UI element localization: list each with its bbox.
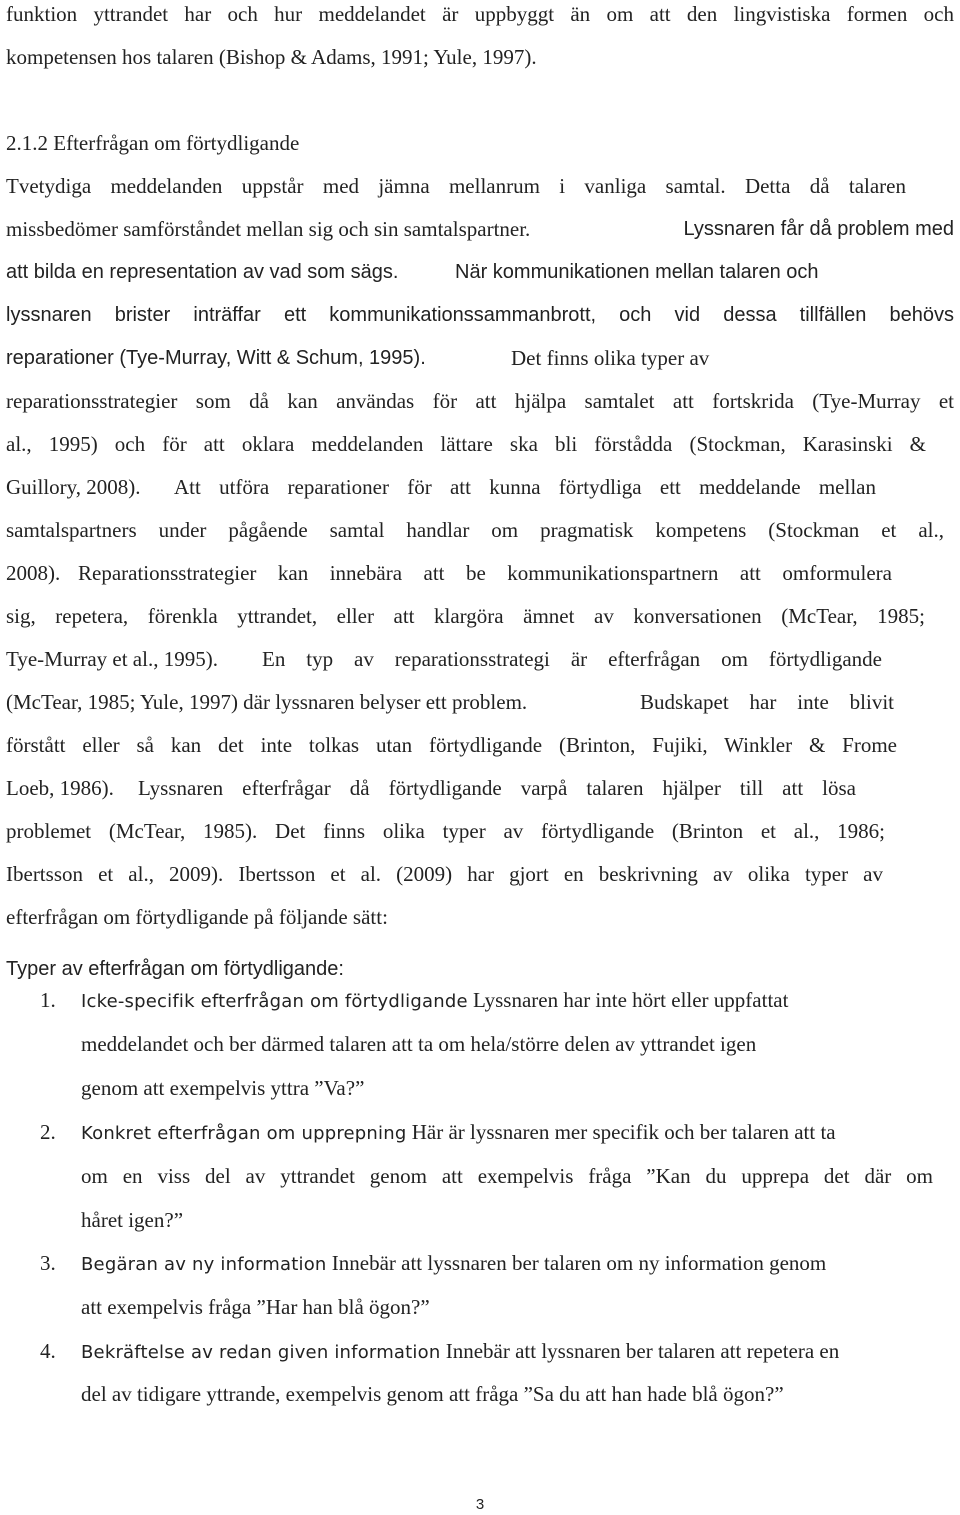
list-heading: Typer av efterfrågan om förtydligande: bbox=[6, 958, 344, 980]
body-line-continuation: Att utföra reparationer för att kunna förtydliga ett meddelande mellan bbox=[174, 475, 876, 499]
body-line: al., 1995) och för att oklara meddelanden lättare ska bli förstådda (Stockman, Karasinski & bbox=[6, 432, 926, 456]
body-line-continuation: Lyssnaren efterfrågar då förtydligande varpå talaren hjälper till att lösa bbox=[138, 776, 856, 800]
list-item-line bbox=[81, 1253, 826, 1274]
list-item-term: Bekräftelse av redan given information bbox=[81, 1342, 441, 1363]
list-item-number: 4. bbox=[40, 1339, 56, 1363]
body-line: samtalspartners under pågående samtal handlar om pragmatisk kompetens (Stockman et al., bbox=[6, 518, 944, 542]
list-item-line bbox=[81, 1122, 836, 1143]
body-sentence: Lyssnaren får då problem med bbox=[683, 218, 954, 240]
body-line-continuation: En typ av reparationsstrategi är efterfrågan om förtydligande bbox=[262, 647, 882, 671]
list-item-line bbox=[81, 1341, 839, 1362]
body-line: Guillory, 2008). bbox=[6, 475, 141, 499]
body-line: (McTear, 1985; Yule, 1997) där lyssnaren belyser ett problem. bbox=[6, 690, 528, 714]
list-item-line: om en viss del av yttrandet genom att exempelvis fråga ”Kan du upprepa det där om bbox=[81, 1164, 933, 1188]
list-item-term: Icke-specifik efterfrågan om förtydligande bbox=[81, 991, 468, 1012]
list-item-line: att exempelvis fråga ”Har han blå ögon?” bbox=[81, 1295, 430, 1319]
list-item-number: 2. bbox=[40, 1120, 56, 1144]
intro-line-2: kompetensen hos talaren (Bishop & Adams, 1991; Yule, 1997). bbox=[6, 45, 537, 69]
body-line-continuation: Det finns olika typer av bbox=[511, 346, 710, 370]
body-line: Ibertsson et al., 2009). Ibertsson et al. (2009) har gjort en beskrivning av olika typer av bbox=[6, 862, 883, 886]
body-line bbox=[6, 219, 954, 240]
body-line: 2008). bbox=[6, 561, 61, 585]
list-item-number: 3. bbox=[40, 1251, 56, 1275]
body-line: problemet (McTear, 1985). Det finns olika typer av förtydligande (Brinton et al., 1986; bbox=[6, 819, 885, 843]
body-line-continuation: När kommunikationen mellan talaren och bbox=[455, 261, 819, 283]
list-item-text: Innebär att lyssnaren ber talaren om ny information genom bbox=[331, 1251, 827, 1275]
body-line: reparationer (Tye-Murray, Witt & Schum, 1995). bbox=[6, 347, 426, 369]
page-number: 3 bbox=[475, 1496, 485, 1513]
intro-line-1: funktion yttrandet har och hur meddelandet är uppbyggt än om att den lingvistiska formen och bbox=[6, 2, 954, 26]
list-item-term: Begäran av ny information bbox=[81, 1254, 327, 1275]
body-line-continuation: Reparationsstrategier kan innebära att be kommunikationspartnern att omformulera bbox=[78, 561, 892, 585]
body-line: Tvetydiga meddelanden uppstår med jämna mellanrum i vanliga samtal. Detta då talaren bbox=[6, 174, 906, 198]
body-line: att bilda en representation av vad som sägs. bbox=[6, 261, 399, 283]
body-sentence: missbedömer samförståndet mellan sig och sin samtalspartner. bbox=[6, 217, 531, 241]
section-heading: 2.1.2 Efterfrågan om förtydligande bbox=[6, 131, 300, 155]
list-item-text: Innebär att lyssnaren ber talaren att repetera en bbox=[445, 1339, 840, 1363]
list-item-text: Här är lyssnaren mer specifik och ber talaren att ta bbox=[411, 1120, 836, 1144]
list-item-line bbox=[81, 990, 895, 1011]
body-line: Tye-Murray et al., 1995). bbox=[6, 647, 218, 671]
body-line-continuation: Budskapet har inte blivit bbox=[640, 690, 894, 714]
body-line: sig, repetera, förenkla yttrandet, eller att klargöra ämnet av konversationen (McTear, 1985; bbox=[6, 604, 925, 628]
body-line: förstått eller så kan det inte tolkas utan förtydligande (Brinton, Fujiki, Winkler & Frome bbox=[6, 733, 897, 757]
list-item-number: 1. bbox=[40, 988, 56, 1012]
list-item-line: genom att exempelvis yttra ”Va?” bbox=[81, 1076, 365, 1100]
body-line: efterfrågan om förtydligande på följande sätt: bbox=[6, 905, 388, 929]
list-item-line: meddelandet och ber därmed talaren att ta om hela/större delen av yttrandet igen bbox=[81, 1032, 757, 1056]
list-item-term: Konkret efterfrågan om upprepning bbox=[81, 1123, 407, 1144]
body-line: Loeb, 1986). bbox=[6, 776, 114, 800]
list-item-line: håret igen?” bbox=[81, 1208, 184, 1232]
list-item-line: del av tidigare yttrande, exempelvis genom att fråga ”Sa du att han hade blå ögon?” bbox=[81, 1382, 784, 1406]
body-line: reparationsstrategier som då kan användas för att hjälpa samtalet att fortskrida (Tye-Murray et bbox=[6, 389, 954, 413]
list-item-text: Lyssnaren har inte hört eller uppfattat bbox=[472, 988, 789, 1012]
body-line: lyssnaren brister inträffar ett kommunikationssammanbrott, och vid dessa tillfällen behövs bbox=[6, 304, 954, 326]
